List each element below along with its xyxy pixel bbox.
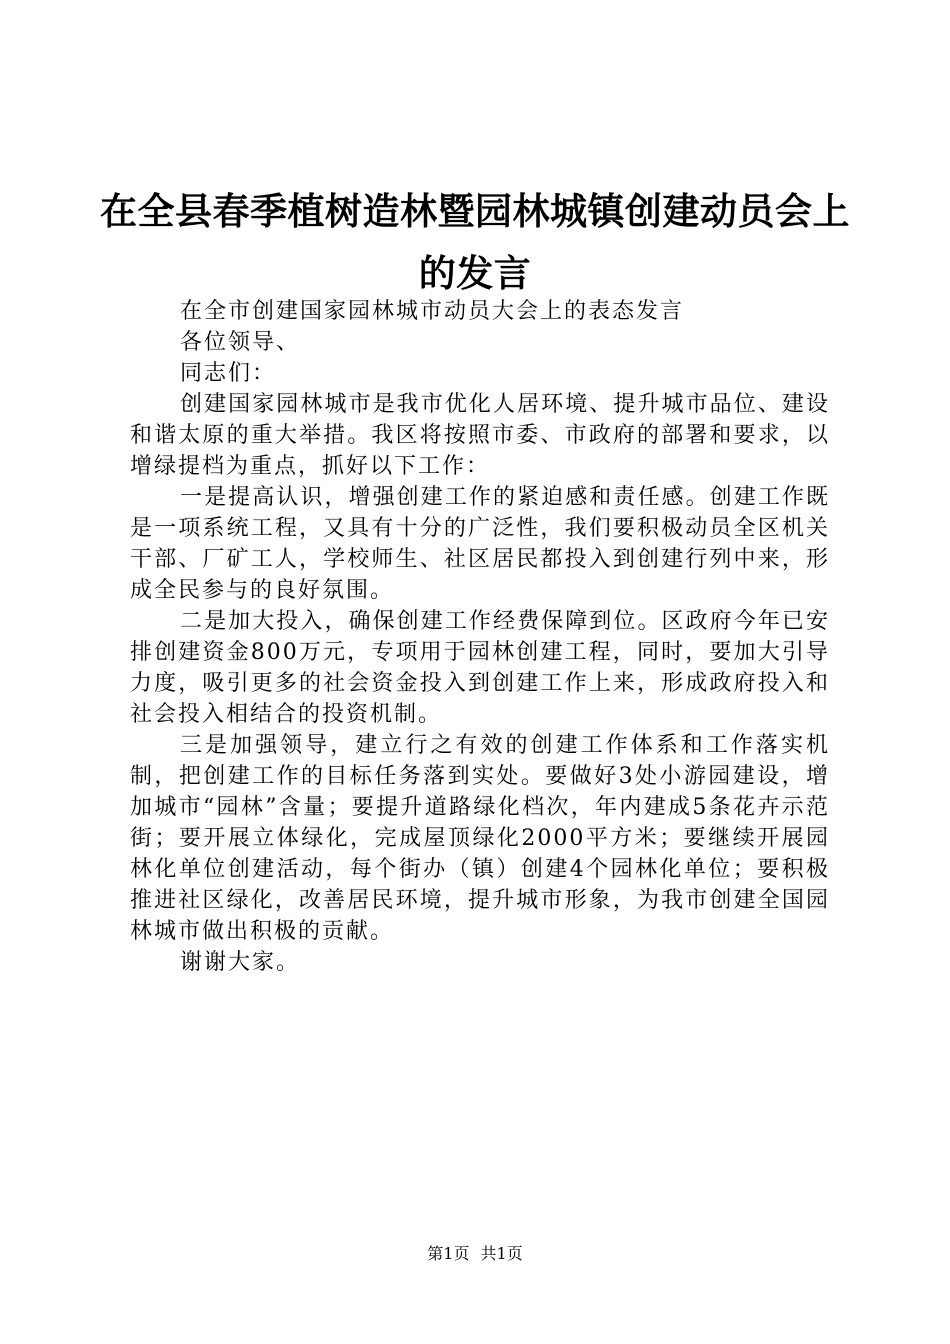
page-footer xyxy=(0,1243,950,1265)
page-total: 共1页 xyxy=(480,1244,523,1263)
document-title: 在全县春季植树造林暨园林城镇创建动员会上的发言 xyxy=(100,189,850,295)
paragraph-closing: 谢谢大家。 xyxy=(180,950,301,975)
paragraph-point-one: 一是提高认识，增强创建工作的紧迫感和责任感。创建工作既是一项系统工程，又具有十分的广泛性，我们要积极动员全区机关干部、厂矿工人，学校师生、社区居民都投入到创建行列中来，形成全民参与的良好氛围。 xyxy=(130,485,830,603)
paragraph-subtitle: 在全市创建国家园林城市动员大会上的表态发言 xyxy=(180,299,685,324)
paragraph-salutation-leaders: 各位领导、 xyxy=(180,330,301,355)
document-body xyxy=(130,296,830,978)
paragraph-salutation-comrades: 同志们： xyxy=(180,361,277,386)
paragraph-point-three: 三是加强领导，建立行之有效的创建工作体系和工作落实机制，把创建工作的目标任务落到实处。要做好3处小游园建设，增加城市“园林”含量；要提升道路绿化档次，年内建成5条花卉示范街；要开展立体绿化，完成屋顶绿化2000平方米；要继续开展园林化单位创建活动，每个街办（镇）创建4个园林化单位；要积极推进社区绿化，改善居民环境，提升城市形象，为我市创建全国园林城市做出积极的贡献。 xyxy=(130,733,830,944)
paragraph-point-two: 二是加大投入，确保创建工作经费保障到位。区政府今年已安排创建资金800万元，专项用于园林创建工程，同时，要加大引导力度，吸引更多的社会资金投入到创建工作上来，形成政府投入和社会投入相结合的投资机制。 xyxy=(130,609,830,727)
paragraph-intro: 创建国家园林城市是我市优化人居环境、提升城市品位、建设和谐太原的重大举措。我区将按照市委、市政府的部署和要求，以增绿提档为重点，抓好以下工作： xyxy=(130,392,830,479)
page-number: 第1页 xyxy=(427,1244,470,1263)
